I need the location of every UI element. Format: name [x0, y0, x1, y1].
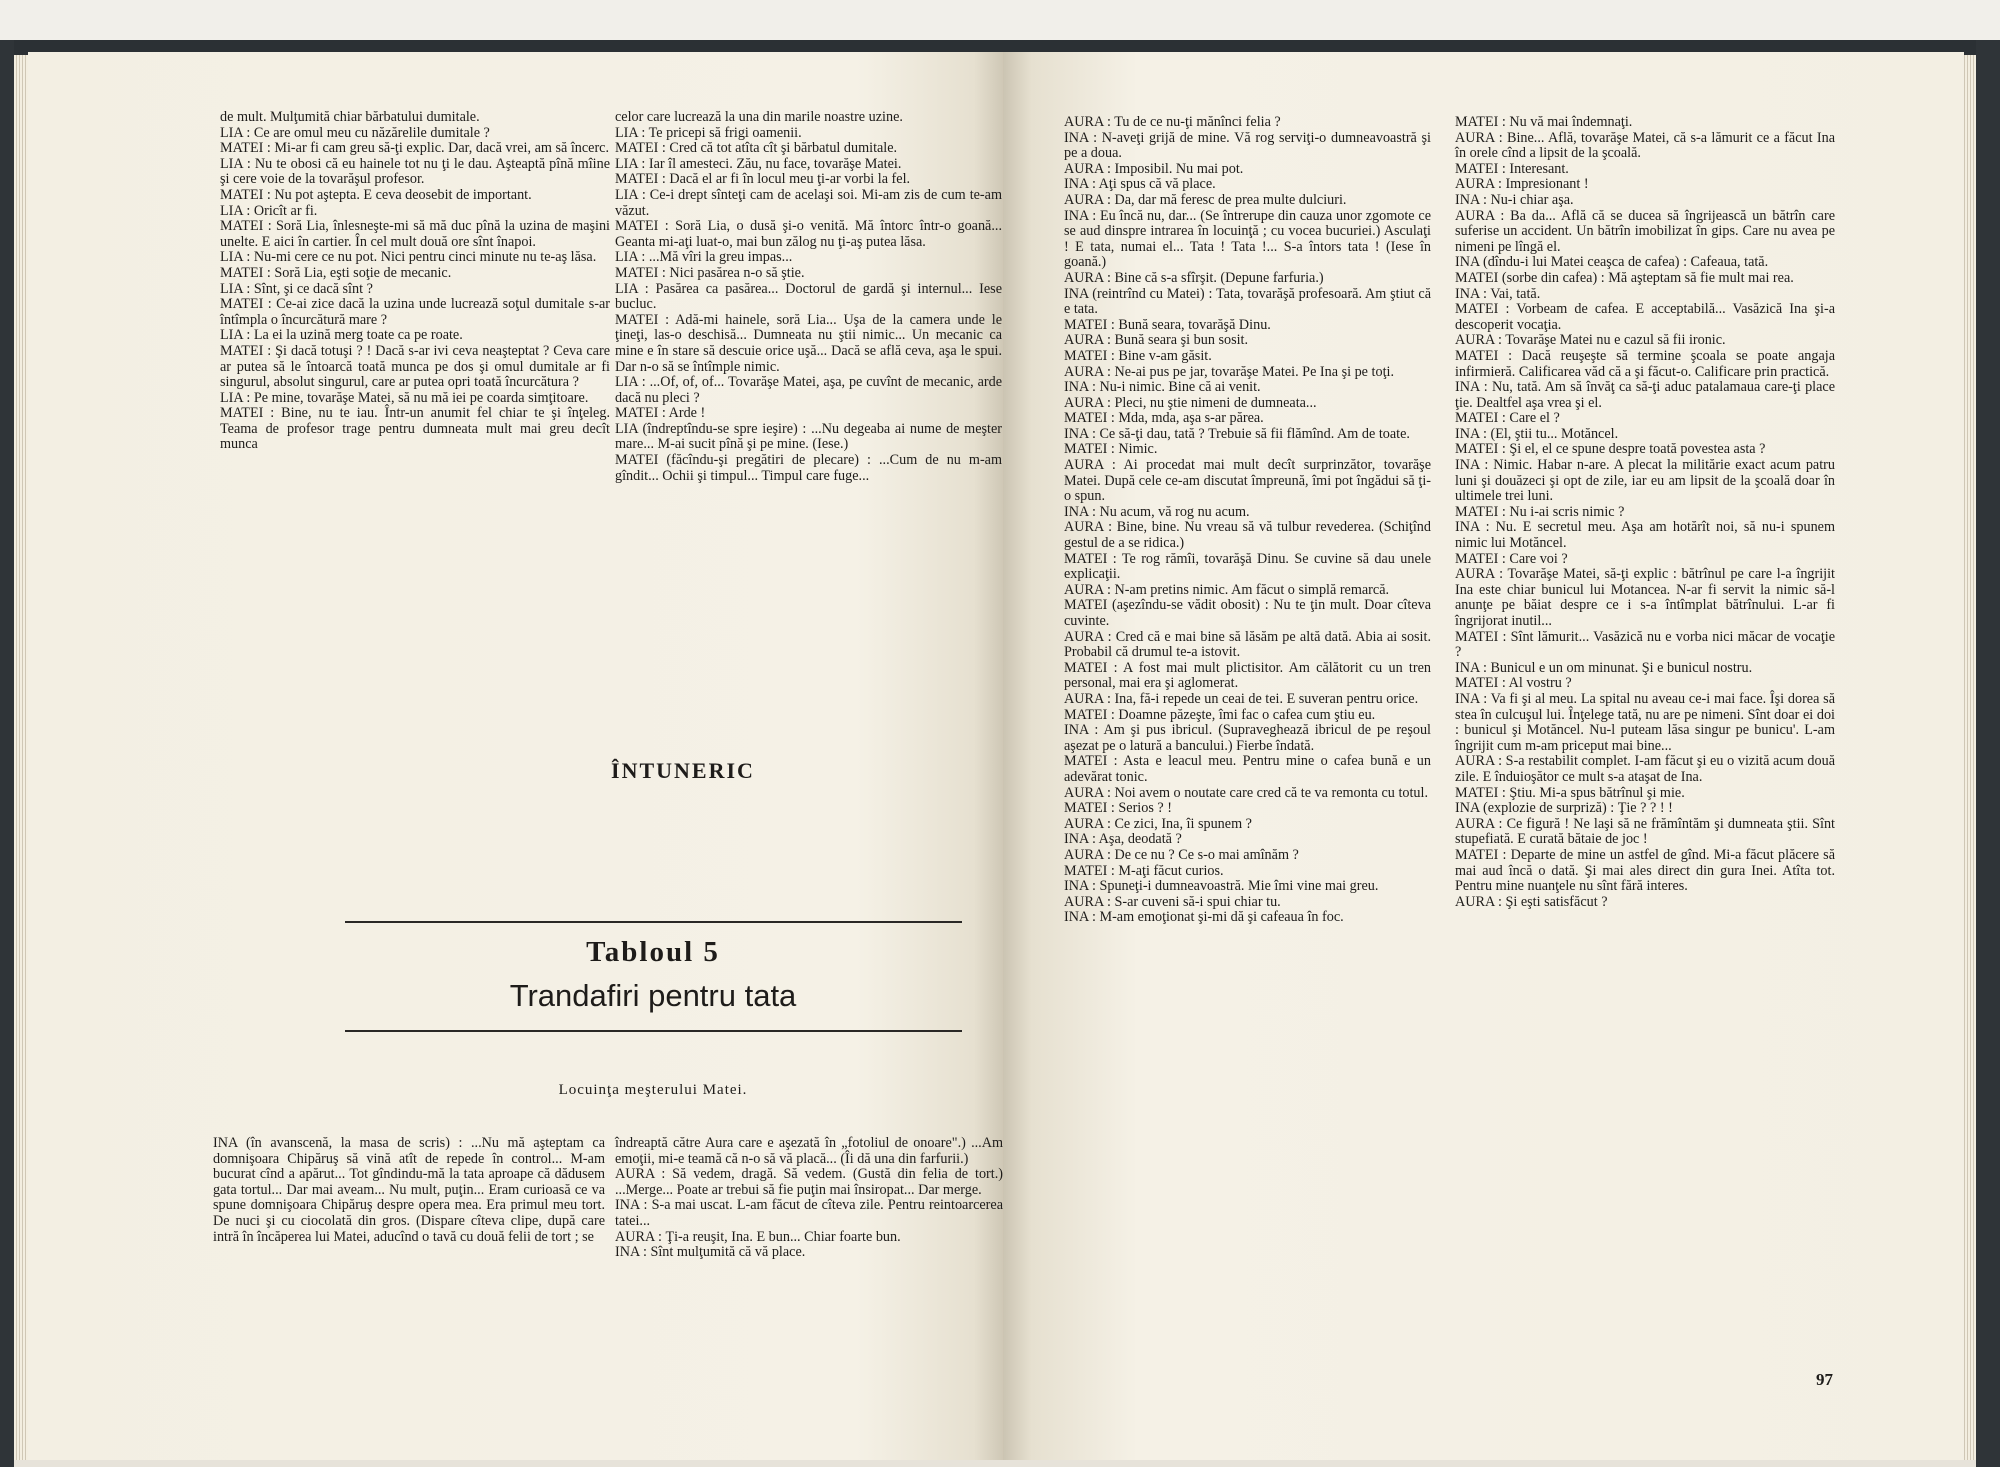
dialogue-paragraph: INA (reintrînd cu Matei) : Tata, tovarăşă profesoară. Am ştiut că e tata.: [1064, 285, 1431, 318]
dialogue-paragraph: INA : Va fi şi al meu. La spital nu aveau ce-i mai face. Îşi dorea să stea în culcuşul lui. Înţelege tată, nu are pe nimeni. Sînt doar ei doi : bunicul şi Motăncel. Nu-l puteam lăsa singur pe bunicu'. L-am îngrijit cum m-am priceput mai bine...: [1455, 690, 1835, 754]
dialogue-paragraph: INA : Nu-i nimic. Bine că ai venit.: [1064, 379, 1261, 396]
dialogue-paragraph: INA : Nimic. Habar n-are. A plecat la militărie exact acum patru luni şi douăzeci şi opt de zile, iar eu am lipsit de la şcoală doar în ultimele trei luni.: [1455, 457, 1835, 505]
title-rule-top: [345, 921, 962, 923]
dialogue-paragraph: LIA : Ce are omul meu cu năzărelile dumitale ?: [220, 124, 490, 141]
dialogue-paragraph: INA : Ce să-ţi dau, tată ? Trebuie să fii flămînd. Am de toate.: [1064, 425, 1410, 442]
dialogue-paragraph: MATEI : Care el ?: [1455, 410, 1560, 427]
dialogue-paragraph: AURA : Pleci, nu ştie nimeni de dumneata...: [1064, 394, 1317, 411]
dialogue-paragraph: LIA : ...Of, of, of... Tovarăşe Matei, aşa, pe cuvînt de mecanic, arde dacă nu pleci ?: [615, 374, 1002, 406]
dialogue-paragraph: MATEI : Sînt lămurit... Vasăzică nu e vorba nici măcar de vocaţie ?: [1455, 628, 1835, 661]
dialogue-paragraph: AURA : Tu de ce nu-ţi mănînci felia ?: [1064, 114, 1281, 130]
dialogue-paragraph: MATEI : A fost mai mult plictisitor. Am călătorit cu un tren personal, mai era şi aglomerat.: [1064, 659, 1431, 692]
dialogue-paragraph: MATEI : Soră Lia, înlesneşte-mi să mă duc pînă la uzina de maşini unelte. E aici în cartier. În cel mult două ore sînt înapoi.: [220, 218, 610, 250]
dialogue-paragraph: INA (dîndu-i lui Matei ceaşca de cafea) : Cafeaua, tată.: [1455, 254, 1769, 271]
dialogue-paragraph: MATEI : Bună seara, tovarăşă Dinu.: [1064, 316, 1271, 333]
scene-location: Locuinţa meşterului Matei.: [558, 1082, 748, 1098]
tableau-title: Tabloul 5: [586, 936, 720, 968]
dialogue-paragraph: MATEI : Ce-ai zice dacă la uzina unde lucrează soţul dumitale s-ar întîmpla o încurcătură mare ?: [220, 296, 610, 328]
dialogue-paragraph: MATEI : Nimic.: [1064, 441, 1158, 458]
dialogue-paragraph: MATEI : Ştiu. Mi-a spus bătrînul şi mie.: [1455, 784, 1685, 801]
dialogue-paragraph: MATEI : Mi-ar fi cam greu să-ţi explic. Dar, dacă vrei, am să încerc.: [220, 140, 610, 157]
book-cover-left: [0, 40, 14, 1467]
dialogue-paragraph: LIA : Sînt, şi ce dacă sînt ?: [220, 280, 373, 297]
dialogue-paragraph: AURA : Tovarăşe Matei, să-ţi explic : bătrînul pe care l-a îngrijit Ina este chiar bunicul lui Motancea. N-ar fi servit la nimic să-l anunţe pe băiat despre ce i s-a întîmplat bătrînului. L-ar fi îngrijorat inutil...: [1455, 566, 1835, 629]
dialogue-paragraph: AURA : Tovarăşe Matei nu e cazul să fii ironic.: [1455, 332, 1726, 349]
dialogue-paragraph: LIA : Pe mine, tovarăşe Matei, să nu mă iei pe coarda simţitoare.: [220, 389, 589, 406]
dialogue-paragraph: de mult. Mulţumită chiar bărbatului dumitale.: [220, 109, 480, 125]
dialogue-paragraph: MATEI : Dacă reuşeşte să termine şcoala se poate angaja infirmieră. Calificarea văd că a şi făcut-o. Calificare prin practică.: [1455, 347, 1835, 380]
dialogue-paragraph: AURA : Să vedem, dragă. Să vedem. (Gustă din felia de tort.) ...Merge... Poate ar trebui să fie puţin mai însiropat... Dar merge.: [615, 1166, 1003, 1198]
dialogue-paragraph: AURA : De ce nu ? Ce s-o mai amînăm ?: [1064, 846, 1299, 863]
title-rule-bottom: [345, 1030, 962, 1032]
dialogue-paragraph: MATEI : Nu vă mai îndemnaţi.: [1455, 114, 1633, 130]
dialogue-paragraph: INA : Aşa, deodată ?: [1064, 831, 1182, 848]
dialogue-paragraph: INA (explozie de surpriză) : Ţie ? ? ! !: [1455, 800, 1673, 817]
dialogue-paragraph: LIA : Pasărea ca pasărea... Doctorul de gardă şi internul... Iese bucluc.: [615, 280, 1002, 313]
dialogue-paragraph: MATEI (sorbe din cafea) : Mă aşteptam să fie mult mai rea.: [1455, 269, 1794, 286]
dialogue-paragraph: AURA : S-ar cuveni să-i spui chiar tu.: [1064, 893, 1281, 910]
dialogue-paragraph: INA : Nu. E secretul meu. Aşa am hotărît noi, să nu-i spunem nimic lui Motăncel.: [1455, 519, 1835, 552]
dialogue-paragraph: AURA : N-am pretins nimic. Am făcut o simplă remarcă.: [1064, 581, 1390, 598]
dialogue-paragraph: MATEI : Cred că tot atîta cît şi bărbatul dumitale.: [615, 140, 898, 157]
dialogue-paragraph: celor care lucrează la una din marile noastre uzine.: [615, 109, 903, 125]
dialogue-paragraph: MATEI : Bine, nu te iau. Într-un anumit fel chiar te şi înţeleg. Teama de profesor trage pentru dumneata mult mai greu decît munca: [220, 405, 610, 453]
dialogue-paragraph: MATEI : M-aţi făcut curios.: [1064, 862, 1224, 879]
dialogue-paragraph: INA : Nu, tată. Am să învăţ ca să-ţi aduc patalamaua care-ţi place ţie. Dealtfel aşa vrea şi el.: [1455, 379, 1835, 411]
dialogue-paragraph: INA : Sînt mulţumită că vă place.: [615, 1244, 806, 1261]
dialogue-paragraph: AURA : Bine, bine. Nu vreau să vă tulbur revederea. (Schiţînd gestul de a se ridica.): [1064, 519, 1431, 552]
dialogue-paragraph: AURA : Bine că s-a sfîrşit. (Depune farfuria.): [1064, 269, 1324, 286]
dialogue-paragraph: MATEI : Asta e leacul meu. Pentru mine o cafea bună e un adevărat tonic.: [1064, 753, 1431, 785]
dialogue-paragraph: AURA : Cred că e mai bine să lăsăm pe altă dată. Abia ai sosit. Probabil că drumul te-a istovit.: [1064, 628, 1431, 661]
dialogue-paragraph: LIA : Oricît ar fi.: [220, 202, 318, 219]
dialogue-paragraph: MATEI : Departe de mine un astfel de gînd. Mi-a făcut plăcere să mai aud încă o dată. Şi mai ales direct din gura Inei. Atîta tot. Pentru mine nuanţele nu sînt fără interes.: [1455, 846, 1835, 895]
section-end-title: ÎNTUNERIC: [611, 758, 755, 783]
dialogue-paragraph: îndreaptă către Aura care e aşezată în „fotoliul de onoare".) ...Am emoţii, mi-e teamă că n-o să vă placă... (Îi dă una din farfurii.): [615, 1135, 1003, 1167]
dialogue-paragraph: MATEI : Şi el, el ce spune despre toată povestea asta ?: [1455, 441, 1766, 458]
left-column-1: [220, 110, 610, 453]
dialogue-paragraph: MATEI : Şi dacă totuşi ? ! Dacă s-ar ivi ceva neaşteptat ? Ceva care ar putea să le întoarcă toată munca pe dos şi omul dumitale ar fi singurul, absolut singurul, care ar putea opri toată încurcătura ?: [220, 342, 610, 391]
dialogue-paragraph: INA : Nu acum, vă rog nu acum.: [1064, 503, 1250, 520]
dialogue-paragraph: LIA : Iar îl amesteci. Zău, nu face, tovarăşe Matei.: [615, 155, 902, 172]
dialogue-paragraph: INA (în avanscenă, la masa de scris) : ...Nu mă aşteptam ca domnişoara Chipăruş să vină atît de repede în control... M-am bucurat cînd a apărut... Tot gîndindu-mă la tata aproape că dădusem gata tortul... Dar mai aveam... Nu mult, puţin... Eram curioasă ce va spune domnişoara Chipăruş despre opera mea. Era primul meu tort. De nuci şi cu ciocolată din gros. (Dispare cîteva clipe, după care intră în încăperea lui Matei, aducînd o tavă cu două felii de tort ; se: [213, 1135, 605, 1245]
dialogue-paragraph: INA : Spuneţi-i dumneavoastră. Mie îmi vine mai greu.: [1064, 878, 1379, 895]
page-number: 97: [1816, 1370, 1833, 1389]
dialogue-paragraph: INA : Aţi spus că vă place.: [1064, 176, 1216, 193]
tableau-subtitle: Trandafiri pentru tata: [509, 978, 797, 1013]
left-column-2: [615, 110, 1002, 484]
dialogue-paragraph: MATEI : Nici pasărea n-o să ştie.: [615, 264, 805, 281]
dialogue-paragraph: AURA : Noi avem o noutate care cred că te va remonta cu totul.: [1064, 784, 1429, 801]
dialogue-paragraph: INA : N-aveţi grijă de mine. Vă rog serviţi-o dumneavoastră şi pe a doua.: [1064, 129, 1431, 162]
dialogue-paragraph: MATEI : Soră Lia, eşti soţie de mecanic.: [220, 264, 452, 281]
page-edges-right: [1964, 55, 1976, 1460]
dialogue-paragraph: LIA : Te pricepi să frigi oamenii.: [615, 124, 802, 141]
dialogue-paragraph: AURA : S-a restabilit complet. I-am făcut şi eu o vizită acum două zile. E înduioşător ce mult s-a ataşat de Ina.: [1455, 753, 1835, 785]
dialogue-paragraph: INA : Nu-i chiar aşa.: [1455, 191, 1574, 208]
left-column-3: [213, 1136, 605, 1245]
right-column-1: [1064, 115, 1431, 926]
dialogue-paragraph: MATEI : Bine v-am găsit.: [1064, 347, 1212, 364]
dialogue-paragraph: MATEI : Vorbeam de cafea. E acceptabilă... Vasăzică Ina şi-a descoperit vocaţia.: [1455, 301, 1835, 333]
dialogue-paragraph: AURA : Impresionant !: [1455, 176, 1589, 193]
dialogue-paragraph: LIA : ...Mă vîri la greu impas...: [615, 249, 793, 266]
background-top: [0, 0, 2000, 40]
dialogue-paragraph: AURA : Imposibil. Nu mai pot.: [1064, 160, 1244, 177]
dialogue-paragraph: AURA : Ina, fă-i repede un ceai de tei. E suveran pentru orice.: [1064, 690, 1419, 707]
dialogue-paragraph: MATEI (făcîndu-şi pregătiri de plecare) : ...Cum de nu m-am gîndit... Ochii şi timpul... Timpul care fuge...: [615, 452, 1002, 484]
left-page: [28, 52, 1003, 1460]
right-page: [1003, 52, 1964, 1460]
page-edges-left: [14, 55, 28, 1460]
dialogue-paragraph: LIA (îndreptîndu-se spre ieşire) : ...Nu degeaba ai nume de meşter mare... M-ai sucit pînă şi pe mine. (Iese.): [615, 420, 1002, 453]
book-cover-right: [1976, 40, 2000, 1467]
dialogue-paragraph: AURA : Ai procedat mai mult decît surprinzător, tovarăşe Matei. După cele ce-am discutat împreună, îmi pot îngădui să ţi-o spun.: [1064, 457, 1431, 505]
dialogue-paragraph: MATEI : Adă-mi hainele, soră Lia... Uşa de la camera unde le ţineţi, las-o deschisă... Dumneata nu ştii nimic... Un mecanic ca mine e în stare să descuie orice uşă... Dacă se află ceva, aşa le spui. Dar n-o să se întîmple nimic.: [615, 311, 1002, 375]
dialogue-paragraph: INA : Bunicul e un om minunat. Şi e bunicul nostru.: [1455, 659, 1753, 676]
dialogue-paragraph: MATEI : Mda, mda, aşa s-ar părea.: [1064, 410, 1264, 427]
dialogue-paragraph: MATEI : Interesant.: [1455, 160, 1569, 177]
dialogue-paragraph: MATEI : Doamne păzeşte, îmi fac o cafea cum ştiu eu.: [1064, 706, 1376, 723]
dialogue-paragraph: AURA : Bună seara şi bun sosit.: [1064, 332, 1249, 349]
dialogue-paragraph: MATEI : Soră Lia, o dusă şi-o venită. Mă întorc într-o goană... Geanta mi-aţi luat-o, mai bun zălog nu ţi-aş putea lăsa.: [615, 218, 1002, 250]
dialogue-paragraph: AURA : Ne-ai pus pe jar, tovarăşe Matei. Pe Ina şi pe toţi.: [1064, 363, 1394, 380]
dialogue-paragraph: AURA : Ba da... Află că se ducea să îngrijească un bătrîn care suferise un accident. Un bătrîn imobilizat în gips. Care nu avea pe nimeni pe lîngă el.: [1455, 207, 1835, 255]
dialogue-paragraph: MATEI : Te rog rămîi, tovarăşă Dinu. Se cuvine să dau unele explicaţii.: [1064, 550, 1431, 583]
dialogue-paragraph: MATEI : Serios ? !: [1064, 800, 1172, 817]
dialogue-paragraph: LIA : Nu te obosi că eu hainele tot nu ţi le dau. Aşteaptă pînă mîine şi cere voie de la tovarăşul profesor.: [220, 155, 610, 188]
dialogue-paragraph: AURA : Da, dar mă feresc de prea multe dulciuri.: [1064, 191, 1347, 208]
dialogue-paragraph: AURA : Ce figură ! Ne laşi să ne frămîntăm şi dumneata ştii. Sînt stupefiată. E curată bătaie de joc !: [1455, 815, 1835, 848]
dialogue-paragraph: MATEI : Dacă el ar fi în locul meu ţi-ar vorbi la fel.: [615, 171, 911, 188]
dialogue-paragraph: LIA : La ei la uzină merg toate ca pe roate.: [220, 327, 463, 344]
dialogue-paragraph: INA : (El, ştii tu... Motăncel.: [1455, 425, 1619, 442]
dialogue-paragraph: MATEI : Nu i-ai scris nimic ?: [1455, 503, 1625, 520]
dialogue-paragraph: INA : Vai, tată.: [1455, 285, 1541, 302]
dialogue-paragraph: MATEI : Al vostru ?: [1455, 675, 1572, 692]
dialogue-paragraph: AURA : Şi eşti satisfăcut ?: [1455, 893, 1608, 910]
dialogue-paragraph: AURA : Ce zici, Ina, îi spunem ?: [1064, 815, 1252, 832]
dialogue-paragraph: LIA : Ce-i drept sînteţi cam de acelaşi soi. Mi-am zis de cum te-am văzut.: [615, 186, 1002, 219]
dialogue-paragraph: MATEI : Arde !: [615, 405, 706, 422]
dialogue-paragraph: MATEI : Care voi ?: [1455, 550, 1568, 567]
dialogue-paragraph: LIA : Nu-mi cere ce nu pot. Nici pentru cinci minute nu te-aş lăsa.: [220, 249, 597, 266]
dialogue-paragraph: MATEI (aşezîndu-se vădit obosit) : Nu te ţin mult. Doar cîteva cuvinte.: [1064, 597, 1431, 629]
dialogue-paragraph: MATEI : Nu pot aştepta. E ceva deosebit de important.: [220, 186, 532, 203]
left-column-4: [615, 1136, 1003, 1261]
dialogue-paragraph: INA : M-am emoţionat şi-mi dă şi cafeaua în foc.: [1064, 909, 1344, 926]
dialogue-paragraph: AURA : Ţi-a reuşit, Ina. E bun... Chiar foarte bun.: [615, 1228, 901, 1245]
dialogue-paragraph: AURA : Bine... Află, tovarăşe Matei, că s-a lămurit ce a făcut Ina în orele cînd a lipsit de la şcoală.: [1455, 129, 1835, 162]
dialogue-paragraph: INA : S-a mai uscat. L-am făcut de cîteva zile. Pentru reintoarcerea tatei...: [615, 1197, 1003, 1229]
right-column-2: [1455, 115, 1835, 910]
dialogue-paragraph: INA : Am şi pus ibricul. (Supraveghează ibricul de pe reşoul aşezat pe o latură a bancului.) Fierbe îndată.: [1064, 722, 1431, 754]
dialogue-paragraph: INA : Eu încă nu, dar... (Se întrerupe din cauza unor zgomote ce se aud dinspre intrarea în locuinţă ; cu vocea bucuriei.) Asculaţi ! E tata, numai el... Tata ! Tata !... S-a întors tata ! (Iese în goană.): [1064, 207, 1431, 271]
